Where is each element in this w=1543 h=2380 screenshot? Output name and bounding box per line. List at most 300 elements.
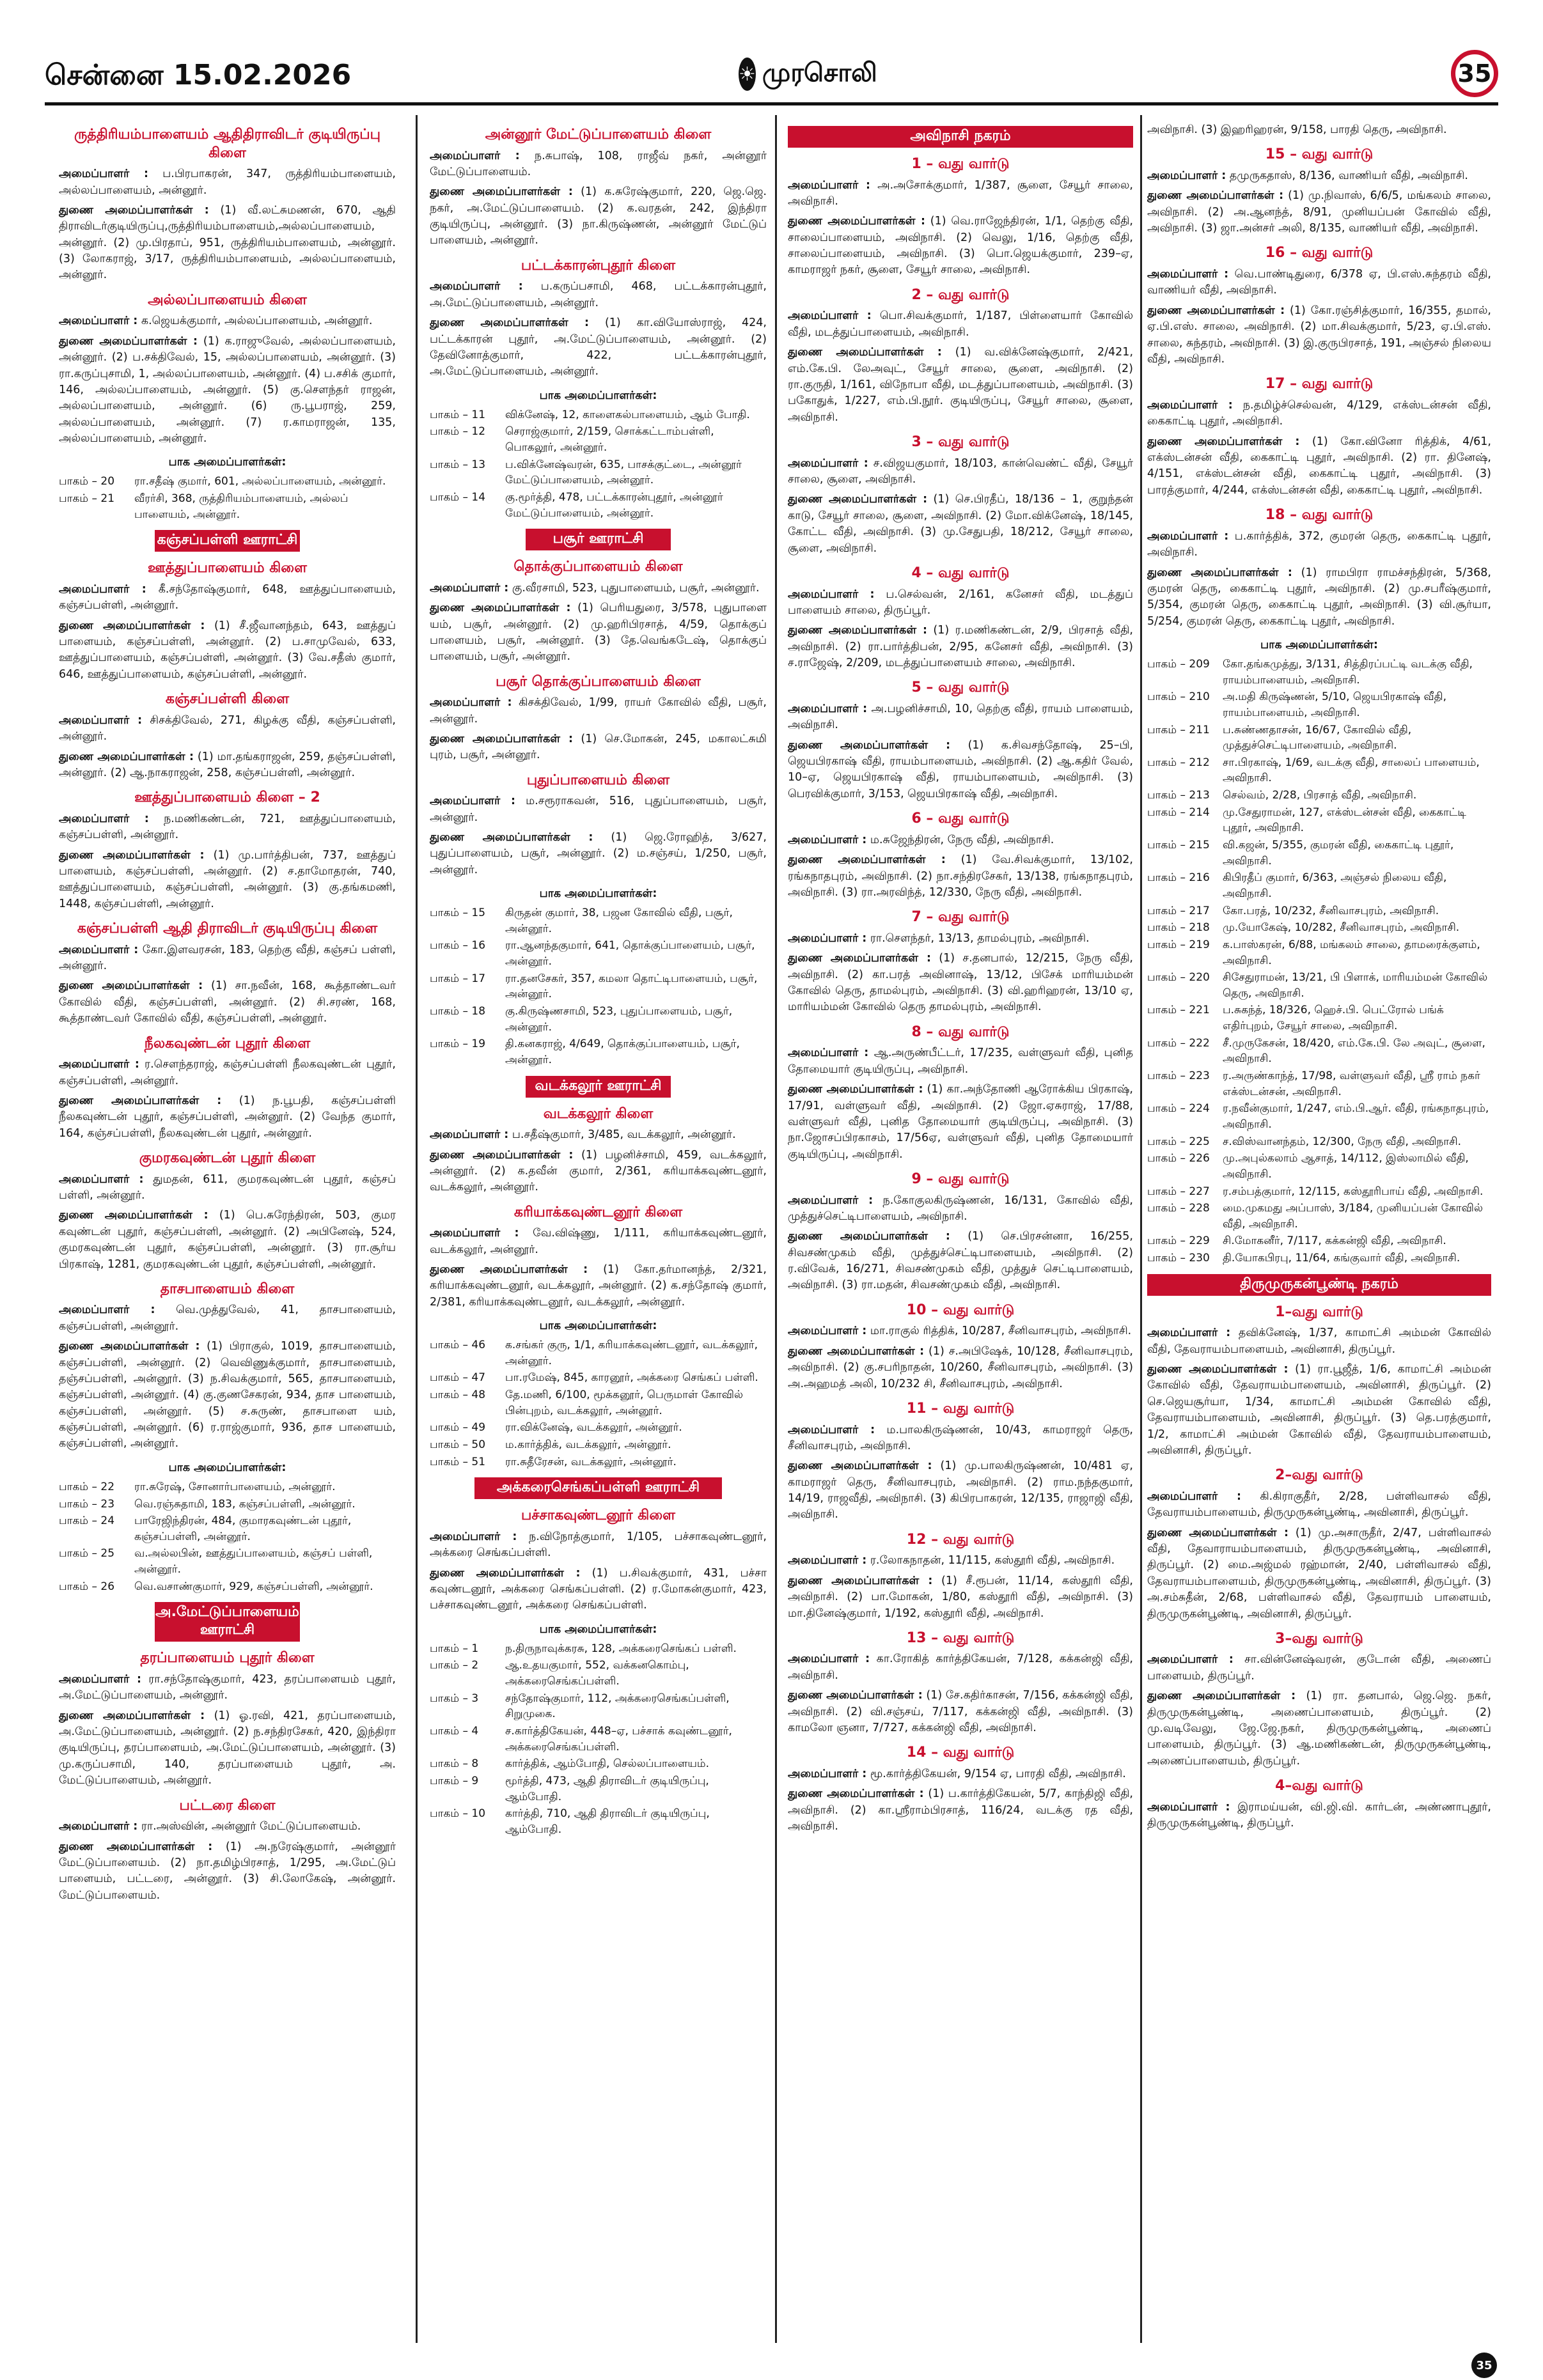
ward-title: 2–வது வார்டு	[1275, 1467, 1363, 1484]
deputy-label: துணை அமைப்பாளர்கள் :	[59, 619, 205, 632]
ward-title: 16 – வது வார்டு	[1265, 245, 1374, 261]
organiser-text: அ.பழனிச்சாமி, 10, தெற்கு வீதி, ராயம் பாளையம், அவிநாசி.	[788, 702, 1133, 732]
part-row	[1147, 1002, 1491, 1034]
ward-title: 18 – வது வார்டு	[1265, 507, 1374, 524]
part-text: ரா.விக்னேஷ், வடக்கலூர், அன்னூர்.	[505, 1421, 682, 1435]
part-number: பாகம் – 20	[59, 475, 115, 488]
branch-title: தாசபாளையம் கிளை	[160, 1280, 295, 1297]
part-row	[1147, 870, 1491, 901]
part-number: பாகம் – 216	[1147, 871, 1210, 885]
organiser-entry	[788, 178, 1133, 210]
organiser-label: அமைப்பாளர் :	[1147, 1326, 1231, 1340]
panchayat-band: அக்கரைசெங்கப்பள்ளி ஊராட்சி	[474, 1477, 722, 1499]
organiser-entry	[59, 1302, 396, 1335]
organiser-entry	[788, 1045, 1133, 1078]
organiser-text: ஆ.அருண்பீட்டர், 17/235, வள்ளுவர் வீதி, புனித தோமையார் குடியிருப்பு, அவிநாசி.	[788, 1046, 1133, 1076]
organiser-entry	[788, 456, 1133, 488]
deputy-label: துணை அமைப்பாளர்கள் :	[1147, 189, 1284, 203]
part-text: கு.மூர்த்தி, 478, பட்டக்காரன்புதூர், அன்னூர் மேட்டுப்பாளையம், அன்னூர்.	[505, 490, 723, 520]
part-number: பாகம் – 10	[430, 1807, 486, 1821]
deputy-label: துணை அமைப்பாளர்கள் :	[430, 1566, 581, 1580]
part-row	[430, 1691, 767, 1722]
deputy-label: துணை அமைப்பாளர்கள் :	[1147, 566, 1292, 579]
part-organisers-heading: பாக அமைப்பாளர்கள்:	[539, 1622, 657, 1636]
organiser-text: ர.லோகநாதன், 11/115, கஸ்தூரி வீதி, அவிநாசி.	[870, 1554, 1115, 1567]
organiser-entry	[59, 811, 396, 844]
branch-title: புதுப்பாளையம் கிளை	[526, 772, 670, 788]
part-number: பாகம் – 50	[430, 1438, 486, 1452]
organiser-entry	[59, 313, 396, 329]
deputy-entry	[1147, 565, 1491, 630]
deputy-text: (1) க.ராஜுவேல், அல்லப்பாளையம், அன்னூர். (2) ப.சக்திவேல், 15, அல்லப்பாளையம், அன்னூர். (3) ரா.கருப்புசாமி, 1, அல்லப்பாளையம், அன்னூர். (4) ப.சசிக் குமார், 146, அல்லப்பாளையம், அன்னூர். (5) கு.சௌந்தர் ராஜன், அல்லப்பாளையம், அன்னூர். (6) ரு.பூபராஜ், 259, அல்லப்பாளையம், அன்னூர். (7) ர.காமராஜன், 135, அல்லப்பாளையம், அன்னூர்.	[59, 334, 396, 446]
organiser-entry	[1147, 168, 1491, 184]
newspaper-name: முரசொலி	[762, 58, 877, 88]
part-number: பாகம் – 23	[59, 1497, 115, 1511]
branch-title: ஊத்துப்பாளையம் கிளை – 2	[134, 789, 320, 806]
footer-page-number: 35	[1471, 2353, 1497, 2378]
deputy-label: துணை அமைப்பாளர்கள் :	[1147, 435, 1300, 448]
deputy-entry	[788, 1688, 1133, 1736]
part-text: தி.கனகராஜ், 4/649, தொக்குப்பாளையம், பசூர், அன்னூர்.	[505, 1038, 740, 1066]
part-number: பாகம் – 211	[1147, 723, 1210, 736]
organiser-label: அமைப்பாளர் :	[1147, 1800, 1230, 1814]
deputy-text: (1) மு.அசாருதீர், 2/47, பள்ளிவாசல் வீதி, தேவாராயம்பாளையம், திருமுருகன்பூண்டி, அவினாசி, திருப்பூர். (2) மை.அஜ்மல் ரஹ்மான், 2/40, பள்ளிவாசல் வீதி, தேவராயம்பாளையம், திருமுருகன்பூண்டி, அவினாசி, திருப்பூர். (3) அ.சம்சுதீன், 2/68, பள்ளிவாசல் வீதி, தேவராயம் பாளையம், திருமுருகன்பூண்டி, அவினாசி, திருப்பூர்.	[1147, 1526, 1491, 1621]
ward-title: 1–வது வார்டு	[1275, 1303, 1363, 1320]
organiser-entry	[59, 1819, 396, 1835]
part-row	[1147, 1036, 1491, 1067]
deputy-label: துணை அமைப்பாளர்கள் :	[430, 1148, 574, 1162]
organiser-label: அமைப்பாளர் :	[59, 167, 148, 181]
organiser-text: வெ.முத்துவேல், 41, தாசபாளையம், கஞ்சப்பள்ளி, அன்னூர்.	[59, 1303, 396, 1333]
organiser-entry	[1147, 398, 1491, 430]
branch-title: கரியாக்கவுண்டனூர் கிளை	[513, 1204, 683, 1220]
deputy-label: துணை அமைப்பாளர்கள் :	[430, 1263, 588, 1277]
deputy-text: (1) சா.நவீன், 168, கூத்தாண்டவர் கோவில் வீதி, கஞ்சப்பள்ளி, அன்னூர். (2) சி.சரண், 168, கூத்தாண்டவர் கோவில் வீதி, கஞ்சப்பள்ளி, அன்னூர்.	[59, 979, 396, 1025]
deputy-text: (1) மா.தங்கராஜன், 259, தஞ்சப்பள்ளி, அன்னூர். (2) ஆ.நாகராஜன், 258, கஞ்சப்பள்ளி, அன்னூர்.	[59, 750, 396, 779]
part-number: பாகம் – 48	[430, 1388, 486, 1402]
part-row	[430, 1004, 767, 1035]
branch-title: நீலகவுண்டன் புதூர் கிளை	[144, 1035, 311, 1052]
organiser-entry	[59, 166, 396, 199]
deputy-entry	[788, 951, 1133, 1016]
deputy-label: துணை அமைப்பாளர்கள் :	[430, 316, 590, 330]
ward-title: 4–வது வார்டு	[1275, 1778, 1363, 1794]
part-text: மு.சேதுராமன், 127, எக்ஸ்டன்சன் வீதி, கைகாட்டி புதூர், அவிநாசி.	[1223, 805, 1466, 835]
organiser-entry	[430, 580, 767, 596]
deputy-text: (1) ப.கார்த்திகேயன், 5/7, காந்திஜி வீதி, அவிநாசி. (2) கா.ஸ்ரீராம்பிரசாத், 116/24, வடக்கு ரத வீதி, அவிநாசி.	[788, 1787, 1133, 1833]
organiser-label: அமைப்பாளர் :	[430, 696, 512, 710]
part-row	[430, 1454, 767, 1470]
part-text: ரா.சுதீரேசன், வடக்கலூர், அன்னூர்.	[505, 1455, 677, 1468]
deputy-entry	[788, 1344, 1133, 1392]
part-text: சந்தோஷ்குமார், 112, அக்கரைசெங்கப்பள்ளி, சிறுமுகை.	[505, 1692, 730, 1721]
deputy-label: துணை அமைப்பாளர்கள் :	[788, 853, 946, 867]
deputy-label: துணை அமைப்பாளர்கள் :	[788, 1344, 925, 1358]
part-number: பாகம் – 13	[430, 458, 486, 471]
part-row	[1147, 903, 1491, 919]
organiser-text: வெ.பாண்டிதுரை, 6/378 ஏ, பி.எஸ்.சுந்தரம் வீதி, வாணியர் வீதி, அவிநாசி.	[1147, 268, 1491, 297]
ward-title: 11 – வது வார்டு	[906, 1400, 1015, 1417]
part-row	[430, 424, 767, 455]
column-1	[59, 118, 396, 2340]
deputy-label: துணை அமைப்பாளர்கள் :	[788, 346, 942, 359]
deputy-text: (1) சீ.ரூபன், 11/14, கஸ்தூரி வீதி, அவிநாசி. (2) பா.மோகன், 1/80, கஸ்தூரி வீதி, அவிநாசி. (3) மா.தினேஷ்குமார், 1/192, கஸ்தூரி வீதி, அவிநாசி.	[788, 1574, 1133, 1620]
deputy-text: (1) ஓ.ரவி, 421, தரப்பாளையம், அ.மேட்டுப்பாளையம், அன்னூர். (2) ந.சந்திரசேகர், 420, இந்திரா குடியிருப்பு, தரப்பாளையம், அ.மேட்டுப்பாளையம், அன்னூர். (3) மு.கருப்பசாமி, 140, தரப்பாளையம் புதூர், அ. மேட்டுப்பாளையம், அன்னூர்.	[59, 1709, 396, 1787]
part-number: பாகம் – 209	[1147, 658, 1210, 671]
part-row	[59, 1513, 396, 1544]
part-row	[1147, 755, 1491, 786]
organiser-text: இராமய்யன், வி.ஜி.வி. கார்டன், அண்ணாபுதூர், திருமுருகன்பூண்டி, திருப்பூர்.	[1147, 1800, 1491, 1830]
part-text: வெ.வசாண்குமார், 929, கஞ்சப்பள்ளி, அன்னூர்.	[134, 1580, 373, 1593]
part-row	[1147, 937, 1491, 968]
deputy-text: (1) ந.பூபதி, கஞ்சப்பள்ளி நீலகவுண்டன் புதூர், கஞ்சப்பள்ளி, அன்னூர். (2) வேந்த குமார், 164, கஞ்சப்பள்ளி, நீலகவுண்டன் புதூர், அன்னூர்.	[59, 1094, 396, 1140]
deputy-label: துணை அமைப்பாளர்கள் :	[59, 1709, 205, 1722]
organiser-text: க.ஜெயக்குமார், அல்லப்பாளையம், அன்னூர்.	[141, 315, 373, 328]
branch-title: பச்சாகவுண்டனூர் கிளை	[521, 1507, 676, 1524]
part-text: மூர்த்தி, 473, ஆதி திராவிடர் குடியிருப்பு, ஆம்போதி.	[505, 1774, 709, 1803]
deputy-entry	[788, 1458, 1133, 1523]
organiser-text: ம.சுஜேந்திரன், நேரு வீதி, அவிநாசி.	[870, 833, 1054, 846]
deputy-label: துணை அமைப்பாளர்கள் :	[59, 750, 194, 763]
panchayat-band: பசூர் ஊராட்சி	[526, 529, 671, 550]
continued-text: அவிநாசி. (3) இஹரிஹரன், 9/158, பாரதி தெரு, அவிநாசி.	[1147, 123, 1447, 136]
organiser-text: கா.ரோகித் கார்த்திகேயன், 7/128, கக்கன்ஜி வீதி, அவிநாசி.	[788, 1653, 1133, 1682]
part-row	[430, 457, 767, 488]
deputy-label: துணை அமைப்பாளர்கள் :	[59, 1094, 222, 1107]
part-number: பாகம் – 17	[430, 972, 486, 985]
town-band: திருமுருகன்பூண்டி நகரம்	[1147, 1274, 1491, 1296]
deputy-text: (1) க.சிவசந்தோஷ், 25–பி, ஜெயபிரகாஷ் வீதி, ராயம்பாளையம், அவிநாசி. (2) ஆ.கதிர் வேல், 10–ஏ, ஜெயபிரகாஷ் வீதி, ராயம்பாளையம், அவிநாசி. (3) பெரவிக்குமார், 3/153, ஜெயபிரகாஷ் வீதி, அவிநாசி.	[788, 738, 1133, 800]
organiser-text: தவிக்னேஷ், 1/37, காமாட்சி அம்மன் கோவில் வீதி, தேவராயம்பாளையம், அவினாசி, திருப்பூர்.	[1147, 1326, 1491, 1356]
part-row	[59, 1579, 396, 1595]
part-row	[1147, 837, 1491, 869]
deputy-label: துணை அமைப்பாளர்கள் :	[788, 1230, 950, 1243]
deputy-label: துணை அமைப்பாளர்கள் :	[59, 203, 209, 217]
deputy-text: (1) வ.விக்னேஷ்குமார், 2/421, எம்.கே.பி. லேஅவுட், சேயூர் சாலை, சூளை, அவிநாசி. (2) ரா.குருதி, 1/161, விநோபா வீதி, மடத்துப்பாளையம், அவிநாசி. (3) பகோதுக், 1/227, எம்.பி.நூர். குடியிருப்பு, சேயூர் சாலை, சூளை, அவிநாசி.	[788, 346, 1133, 424]
part-number: பாகம் – 220	[1147, 971, 1210, 984]
deputy-entry	[430, 1147, 767, 1196]
part-number: பாகம் – 12	[430, 425, 486, 439]
organiser-entry	[788, 1323, 1133, 1339]
organiser-entry	[59, 582, 396, 614]
part-row	[1147, 657, 1491, 688]
organiser-label: அமைப்பாளர் :	[59, 812, 149, 825]
deputy-label: துணை அமைப்பாளர்கள் :	[430, 831, 593, 844]
part-number: பாகம் – 227	[1147, 1185, 1210, 1198]
organiser-text: ம.சரூராகவன், 516, புதுப்பாளையம், பசூர், அன்னூர்.	[430, 795, 767, 824]
organiser-label: அமைப்பாளர் :	[430, 795, 515, 808]
deputy-text: (1) செ.பிரசன்னா, 16/255, சிவசண்முகம் வீதி, முத்துச்செட்டிபாளையம், அவிநாசி. (2) ர.விவேக், 16/271, சிவசண்முகம் வீதி, முத்துச் செட்டிபாளையம், அவிநாசி. (3) ரா.மதன், சிவசண்முகம் வீதி, அவிநாசி.	[788, 1230, 1133, 1292]
part-text: ரா.ஆனந்தகுமார், 641, தொக்குப்பாளையம், பசூர், அன்னூர்.	[505, 939, 755, 968]
part-number: பாகம் – 25	[59, 1547, 115, 1560]
branch-title: பசூர் தொக்குப்பாளையம் கிளை	[496, 673, 701, 690]
part-number: பாகம் – 26	[59, 1580, 115, 1593]
part-text: பா.ரமேஷ், 845, காரனூர், அக்கரை செங்கப் பள்ளி.	[505, 1371, 758, 1385]
organiser-label: அமைப்பாளர் :	[430, 581, 509, 595]
column-3	[788, 118, 1133, 2340]
part-text: வீரர்சி, 368, ருத்திரியம்பாளையம், அல்லப் பாளையம், அன்னூர்.	[134, 492, 349, 521]
deputy-entry	[788, 852, 1133, 901]
part-row	[1147, 1134, 1491, 1150]
part-text: சிசேதுராமன், 13/21, பி பிளாக், மாரியம்மன் கோவில் தெரு, அவிநாசி.	[1223, 971, 1488, 1000]
organiser-text: ந.சுபாஷ், 108, ராஜீவ் நகர், அன்னூர் மேட்டுப்பாளையம்.	[430, 149, 767, 178]
part-row	[1147, 1101, 1491, 1132]
organiser-entry	[430, 279, 767, 311]
organiser-entry	[1147, 1652, 1491, 1684]
deputy-label: துணை அமைப்பாளர்கள் :	[59, 1209, 208, 1222]
part-text: ப.சுகந்த், 18/326, ஹெச்.பி. பெட்ரோல் பங்க் எதிர்புறம், சேயூர் சாலை, அவிநாசி.	[1223, 1004, 1444, 1033]
part-number: பாகம் – 213	[1147, 789, 1210, 802]
part-number: பாகம் – 210	[1147, 690, 1210, 704]
part-text: ரா.சுரேஷ், சோனார்பாளையம், அன்னூர்.	[134, 1480, 336, 1493]
deputy-entry	[430, 184, 767, 249]
organiser-label: அமைப்பாளர் :	[788, 178, 870, 192]
part-text: ரா.சதீஷ் குமார், 601, அல்லப்பாளையம், அன்னூர்.	[134, 475, 386, 488]
part-number: பாகம் – 229	[1147, 1234, 1210, 1248]
part-text: மு.யோகேஷ், 10/282, சீனிவாசபுரம், அவிநாசி.	[1223, 921, 1460, 935]
part-text: விக்னேஷ், 12, காளைகல்பாளையம், ஆம் போதி.	[505, 408, 750, 421]
deputy-label: துணை அமைப்பாளர்கள் :	[59, 334, 198, 348]
organiser-entry	[59, 713, 396, 745]
deputy-text: (1) ரா. தனபால், ஜெ.ஜெ. நகர், திருமுருகன்பூண்டி, அணைப்பாளையம், திருப்பூர். (2) மு.வடிவேலு, ஜே.ஜே.நகர், திருமுருகன்பூண்டி, அணைப் பாளையம், திருப்பூர். (3) ஆ.மணிகண்டன், திருமுருகன்பூண்டி, அணைப்பாளையம், திருப்பூர்.	[1147, 1690, 1491, 1768]
organiser-text: கிசக்திவேல், 1/99, ராயர் கோவில் வீதி, பசூர், அன்னூர்.	[430, 696, 767, 726]
organiser-label: அமைப்பாளர் :	[430, 1530, 517, 1543]
deputy-entry	[430, 315, 767, 380]
organiser-entry	[1147, 1800, 1491, 1832]
panchayat-band: கஞ்சப்பள்ளி ஊராட்சி	[155, 530, 300, 552]
deputy-text: (1) ச.தனபால், 12/215, நேரு வீதி, அவிநாசி. (2) கா.பரத் அவினாஷ், 13/12, பிசேக் மாரியம்மன் கோவில் தெரு, தாமல்புரம், அவிநாசி. (3) வி.ஹரிஹரன், 13/10 ஏ, மாரியம்மன் கோவில் தெரு தாமல்புரம், அவிநாசி.	[788, 952, 1133, 1014]
part-text: கிபிரதீப் குமார், 6/363, அஞ்சல் நிலைய வீதி, அவிநாசி.	[1223, 871, 1447, 900]
deputy-label: துணை அமைப்பாளர்கள் :	[788, 1787, 924, 1801]
part-text: வி.கஜன், 5/355, குமரன் வீதி, கைகாட்டி புதூர், அவிநாசி.	[1223, 839, 1454, 867]
part-number: பாகம் – 225	[1147, 1135, 1210, 1148]
organiser-entry	[1147, 1325, 1491, 1358]
part-text: கு.கிருஷ்ணசாமி, 523, புதுப்பாளையம், பசூர், அன்னூர்.	[505, 1005, 733, 1034]
organiser-text: பொ.சிவக்குமார், 1/187, பிள்ளையார் கோவில் வீதி, மடத்துப்பாளையம், அவிநாசி.	[788, 309, 1133, 339]
page-number-badge: 35	[1451, 50, 1498, 97]
organiser-entry	[430, 1529, 767, 1562]
deputy-text: (1) கா.அந்தோணி ஆரோக்கிய பிரகாஷ், 17/91, வள்ளுவர் வீதி, அவிநாசி. (2) ஜோ.ஏசுராஜ், 17/88, வள்ளுவர் வீதி, புனித தோமையார் குடியிருப்பு, அவிநாசி. (3) நா.ஜோசப்பிரகாசம், 17/56ஏ, வள்ளுவர் வீதி, புனித தோமையார் குடியிருப்பு, அவிநாசி.	[788, 1083, 1133, 1161]
ward-title: 4 – வது வார்டு	[911, 564, 1010, 581]
part-row	[430, 1723, 767, 1755]
deputy-entry	[788, 1082, 1133, 1163]
part-row	[59, 1497, 396, 1513]
part-row	[1147, 689, 1491, 720]
organiser-text: ப.சதீஷ்குமார், 3/485, வடக்கலூர், அன்னூர்.	[512, 1128, 736, 1142]
part-text: ர.அருண்காந்த், 17/98, வள்ளுவர் வீதி, ஸ்ரீ ராம் நகர் எக்ஸ்டன்சன், அவிநாசி.	[1223, 1069, 1480, 1098]
part-text: ப.சுண்ணதாசன், 16/67, கோவில் வீதி, முத்துச்செட்டிபாளையம், அவிநாசி.	[1223, 723, 1412, 752]
part-text: கோ.தங்கமுத்து, 3/131, சித்திரப்பட்டி வடக்கு வீதி, ராயம்பாளையம், அவிநாசி.	[1223, 658, 1473, 687]
part-organisers-heading: பாக அமைப்பாளர்கள்:	[168, 456, 286, 469]
organiser-entry	[430, 695, 767, 727]
part-number: பாகம் – 226	[1147, 1152, 1210, 1165]
organiser-label: அமைப்பாளர் :	[1147, 169, 1226, 182]
part-row	[1147, 1250, 1491, 1266]
organiser-text: ந.தமிழ்ச்செல்வன், 4/129, எக்ஸ்டன்சன் வீதி, கைகாட்டி புதூர், அவிநாசி.	[1147, 398, 1491, 428]
column-2	[430, 118, 767, 2340]
organiser-label: அமைப்பாளர் :	[788, 1767, 867, 1780]
part-text: ர.சம்பத்குமார், 12/115, கஸ்தூரிபாய் வீதி, அவிநாசி.	[1223, 1185, 1484, 1198]
organiser-label: அமைப்பாளர் :	[59, 1820, 138, 1833]
deputy-text: (1) கோ.தர்மானந்த், 2/321, கரியாக்கவுண்டனூர், வடக்கலூர், அன்னூர். (2) க.சந்தோஷ் குமார், 2/381, கரியாக்கவுண்டனூர், வடக்கலூர், அன்னூர்.	[430, 1263, 767, 1309]
deputy-text: (1) பிராகுல், 1019, தாசபாளையம், கஞ்சப்பள்ளி, அன்னூர். (2) வெவிணுக்குமார், தாசபாளையம், தஞ்சப்பள்ளி, அன்னூர். (3) ந.சிவக்குமார், 565, தாசபாளையம், கஞ்சப்பள்ளி, அன்னூர். (4) கு.குணசேகரன், 934, தாச பாளையம், கஞ்சப்பள்ளி, அன்னூர். (5) ச.சுருண், தாசபாளை யம், கஞ்சப்பள்ளி, அன்னூர். (6) ர.ராஜ்குமார், 936, தாச பாளையம், கஞ்சப்பள்ளி, அன்னூர்.	[59, 1340, 396, 1451]
column-divider	[775, 115, 777, 2343]
part-row	[430, 1387, 767, 1419]
deputy-entry	[59, 1839, 396, 1904]
deputy-text: (1) ச.அபிஷேக், 10/128, சீனிவாசபுரம், அவிநாசி. (2) கு.சபரிநாதன், 10/260, சீனிவாசபுரம், அவிநாசி. (3) அ.அஹமத் அலி, 10/232 சி, சீனிவாசபுரம், அவிநாசி.	[788, 1344, 1133, 1390]
deputy-text: (1) சே.கதிர்காசன், 7/156, கக்கன்ஜி வீதி, அவிநாசி. (2) வி.சஞ்சய், 7/117, கக்கன்ஜி வீதி, அவிநாசி. (3) காமலோ ஞனா, 7/727, கக்கன்ஜி வீதி, அவிநாசி.	[788, 1689, 1133, 1734]
ward-title: 7 – வது வார்டு	[911, 909, 1010, 926]
deputy-label: துணை அமைப்பாளர்கள் :	[788, 738, 951, 752]
organiser-entry	[788, 1422, 1133, 1455]
organiser-entry	[788, 587, 1133, 619]
organiser-label: அமைப்பாளர் :	[788, 1554, 867, 1567]
organiser-label: அமைப்பாளர் :	[1147, 1489, 1242, 1503]
town-band: அவிநாசி நகரம்	[788, 126, 1133, 148]
organiser-label: அமைப்பாளர் :	[1147, 398, 1233, 412]
part-number: பாகம் – 14	[430, 490, 486, 504]
organiser-label: அமைப்பாளர் :	[430, 1227, 519, 1240]
deputy-text: (1) வீ.லட்சுமணன், 670, ஆதி திராவிடர்குடியிருப்பு,ருத்திரியம்பாளையம்,அல்லப்பாளையம், அன்னூர். (2) மு.பிரதாப், 951, ருத்திரியம்பாளையம், அன்னூர். (3) லோகராஜ், 3/17, ருத்திரியம்பாளையம், அல்லப்பாளையம், அன்னூர்.	[59, 203, 396, 282]
deputy-text: (1) பெ.சுரேந்திரன், 503, குமர கவுண்டன் புதூர், கஞ்சப்பள்ளி, அன்னூர். (2) அபினேஷ், 524, குமரகவுண்டன் புதூர், கஞ்சப்பள்ளி, அன்னூர். (3) ரா.சூர்ய பிரகாஷ், 1281, குமரகவுண்டன் புதூர், கஞ்சப்பள்ளி, அன்னூர்.	[59, 1209, 396, 1271]
part-text: கிருதன் குமார், 38, பஜன கோவில் வீதி, பசூர், அன்னூர்.	[505, 906, 733, 935]
deputy-text: (1) செ.மோகன், 245, மகாலட்சுமி புரம், பசூர், அன்னூர்.	[430, 732, 767, 762]
organiser-label: அமைப்பாளர் :	[59, 1672, 142, 1686]
organiser-label: அமைப்பாளர் :	[788, 833, 867, 846]
ward-title: 3 – வது வார்டு	[911, 434, 1010, 451]
part-row	[1147, 805, 1491, 836]
part-text: சீ.முருகேசன், 18/420, எம்.கே.பி. லே அவுட், சூளை, அவிநாசி.	[1223, 1036, 1485, 1066]
deputy-text: (1) வே.சிவக்குமார், 13/102, ரங்கநாதபுரம், அவிநாசி. (2) நா.சந்திரசேகர், 13/138, ரங்கநாதபுரம், அவிநாசி. (3) ரா.அரவிந்த், 12/330, நேரு வீதி, அவிநாசி.	[788, 853, 1133, 899]
part-row	[430, 1337, 767, 1369]
organiser-entry	[1147, 529, 1491, 561]
organiser-text: ந.கோகுலகிருஷ்ணன், 16/131, கோவில் வீதி, முத்துச்செட்டிபாளையம், அவிநாசி.	[788, 1194, 1133, 1223]
organiser-label: அமைப்பாளர் :	[59, 713, 143, 727]
part-number: பாகம் – 46	[430, 1339, 486, 1352]
organiser-text: கி.கிராகுதீர், 2/28, பள்ளிவாசல் வீதி, தேவராயம்பாளையம், திருமுருகன்பூண்டி, அவினாசி, திருப்பூர்.	[1147, 1489, 1491, 1520]
part-number: பாகம் – 18	[430, 1005, 486, 1018]
deputy-label: துணை அமைப்பாளர்கள் :	[1147, 1690, 1296, 1703]
deputy-label: துணை அமைப்பாளர்கள் :	[788, 215, 925, 228]
part-row	[430, 1658, 767, 1689]
part-text: கோ.பரத், 10/232, சீனிவாசபுரம், அவிநாசி.	[1223, 904, 1439, 917]
part-organisers-heading: பாக அமைப்பாளர்கள்:	[168, 1461, 286, 1474]
branch-title: பட்டரை கிளை	[179, 1797, 276, 1814]
deputy-label: துணை அமைப்பாளர்கள் :	[1147, 1526, 1288, 1539]
ward-title: 13 – வது வார்டு	[906, 1629, 1015, 1646]
deputy-text: (1) மு.பாலகிருஷ்ணன், 10/481 ஏ, காமராஜர் தெரு, சீனிவாசபுரம், அவிநாசி. (2) ராம.நந்தகுமார், 14/19, ராஜவீதி, அவிநாசி. (3) கிபிரபாகரன், 12/135, ராஜாஜி வீதி, அவிநாசி.	[788, 1459, 1133, 1521]
deputy-text: (1) ரா.பூஜீத், 1/6, காமாட்சி அம்மன் கோவில் வீதி, தேவராயம்பாளையம், அவினாசி, திருப்பூர். (2) செ.ஜெயசூர்யா, 1/34, காமாட்சி அம்மன் கோவில் வீதி, தேவராயம்பாளையம், அவினாசி, திருப்பூர். (3) தெ.பரத்குமார், 1/2, காமாட்சி அம்மன் கோவில் வீதி, தேவராயம்பாளையம், அவினாசி, திருப்பூர்.	[1147, 1363, 1491, 1457]
ward-title: 9 – வது வார்டு	[911, 1171, 1010, 1187]
deputy-entry	[59, 1708, 396, 1789]
deputy-entry	[59, 978, 396, 1027]
part-text: செல்வம், 2/28, பிரசாத் வீதி, அவிநாசி.	[1223, 789, 1417, 802]
part-row	[430, 1420, 767, 1436]
deputy-text: (1) க.சுரேஷ்குமார், 220, ஜெ.ஜெ. நகர், அ.மேட்டுப்பாளையம். (2) க.வரதன், 242, இந்திரா குடியிருப்பு, அன்னூர். (3) நா.கிருஷ்ணன், அன்னூர் மேட்டுப் பாளையம், அன்னூர்.	[430, 185, 767, 247]
deputy-entry	[430, 830, 767, 878]
deputy-entry	[59, 749, 396, 782]
part-text: அ.மதி கிருஷ்ணன், 5/10, ஜெயபிரகாஷ் வீதி, ராயம்பாளையம், அவிநாசி.	[1223, 690, 1446, 719]
deputy-label: துணை அமைப்பாளர்கள் :	[1147, 304, 1285, 317]
part-number: பாகம் – 51	[430, 1455, 486, 1468]
deputy-label: துணை அமைப்பாளர்கள் :	[430, 732, 573, 745]
deputy-entry	[788, 1786, 1133, 1835]
ward-title: 12 – வது வார்டு	[906, 1531, 1015, 1548]
organiser-entry	[788, 832, 1133, 848]
organiser-label: அமைப்பாளர் :	[788, 1046, 869, 1060]
part-number: பாகம் – 1	[430, 1642, 479, 1655]
branch-title: தொக்குப்பாளையம் கிளை	[513, 559, 683, 575]
part-number: பாகம் – 217	[1147, 904, 1210, 917]
organiser-text: துமதன், 611, குமரகவுண்டன் புதூர், கஞ்சப் பள்ளி, அன்னூர்.	[59, 1172, 396, 1202]
organiser-label: அமைப்பாளர் :	[1147, 268, 1229, 281]
part-number: பாகம் – 15	[430, 906, 486, 920]
branch-title: குமரகவுண்டன் புதூர் கிளை	[139, 1150, 316, 1167]
deputy-entry	[788, 738, 1133, 803]
part-number: பாகம் – 218	[1147, 921, 1210, 935]
part-number: பாகம் – 24	[59, 1514, 115, 1528]
deputy-label: துணை அமைப்பாளர்கள் :	[430, 185, 573, 199]
part-row	[430, 1641, 767, 1657]
part-row	[59, 474, 396, 490]
organiser-text: ந.மணிகண்டன், 721, ஊத்துப்பாளையம், கஞ்சப்பள்ளி, அன்னூர்.	[59, 812, 396, 842]
organiser-text: ரா.அஸ்வின், அன்னூர் மேட்டுப்பாளையம்.	[141, 1820, 361, 1833]
deputy-entry	[1147, 434, 1491, 499]
newspaper-logo	[739, 55, 877, 93]
part-number: பாகம் – 228	[1147, 1202, 1210, 1215]
organiser-text: கோ.இளவரசன், 183, தெற்கு வீதி, கஞ்சப் பள்ளி, அன்னூர்.	[59, 943, 396, 973]
deputy-entry	[788, 492, 1133, 557]
part-number: பாகம் – 224	[1147, 1102, 1210, 1116]
organiser-text: ப.பிரபாகரன், 347, ருத்திரியம்பாளையம், அல்லப்பாளையம், அன்னூர்.	[59, 167, 396, 197]
organiser-entry	[788, 1651, 1133, 1684]
organiser-label: அமைப்பாளர் :	[788, 1325, 867, 1338]
deputy-entry	[59, 618, 396, 683]
deputy-entry	[59, 1093, 396, 1142]
organiser-label: அமைப்பாளர் :	[430, 149, 520, 162]
part-text: வ.அல்லபின், ஊத்துப்பாளையம், கஞ்சப் பள்ளி, அன்னூர்.	[134, 1547, 373, 1576]
organiser-text: கு.வீரசாமி, 523, புதுபாளையம், பசூர், அன்னூர்.	[512, 581, 760, 595]
part-number: பாகம் – 19	[430, 1038, 486, 1051]
organiser-text: மா.ராகுல் ரித்திக், 10/287, சீனிவாசபுரம், அவிநாசி.	[870, 1325, 1132, 1338]
part-number: பாகம் – 8	[430, 1757, 479, 1771]
ward-title: 1 – வது வார்டு	[911, 156, 1010, 172]
organiser-label: அமைப்பாளர் :	[59, 582, 146, 596]
branch-title: ருத்திரியம்பாளையம் ஆதிதிராவிடர் குடியிருப்பு கிளை	[74, 127, 380, 161]
part-organisers-heading: பாக அமைப்பாளர்கள்:	[1260, 639, 1378, 651]
part-text: பாரேஜிந்திரன், 484, குமாரகவுண்டன் புதூர், கஞ்சப்பள்ளி, அன்னூர்.	[134, 1514, 352, 1543]
deputy-text: (1) செ.பிரதீப், 18/136 – 1, குறுந்தன் காடு, சேயூர் சாலை, சூளை, அவிநாசி. (2) மோ.விக்னேஷ், 18/145, கோட்ட வீதி, அவிநாசி. (3) மு.சேதுபதி, 18/212, சேயூர் சாலை, சூளை, அவிநாசி.	[788, 493, 1133, 555]
organiser-text: ப.கார்த்திக், 372, குமரன் தெரு, கைகாட்டி புதூர், அவிநாசி.	[1147, 529, 1491, 559]
ward-title: 10 – வது வார்டு	[906, 1302, 1015, 1318]
organiser-label: அமைப்பாளர் :	[430, 1128, 509, 1142]
ward-title: 3–வது வார்டு	[1275, 1630, 1363, 1647]
organiser-entry	[788, 1553, 1133, 1569]
deputy-entry	[59, 1208, 396, 1273]
deputy-entry	[59, 1339, 396, 1452]
part-number: பாகம் – 22	[59, 1480, 115, 1493]
organiser-label: அமைப்பாளர் :	[59, 1058, 139, 1071]
branch-title: கஞ்சப்பள்ளி ஆதி திராவிடர் குடியிருப்பு கிளை	[77, 921, 378, 937]
deputy-label: துணை அமைப்பாளர்கள் :	[788, 952, 931, 965]
branch-title: அன்னூர் மேட்டுப்பாளையம் கிளை	[485, 127, 712, 143]
deputy-text: (1) பெரியதுரை, 3/578, புதுபாளை யம், பசூர், அன்னூர். (2) மு.ஹரிபிரசாத், 4/59, தொக்குப் பாளையம், பசூர், அன்னூர். (3) தே.வெங்கடேஷ், தொக்குப் பாளையம், பசூர், அன்னூர்.	[430, 602, 767, 664]
deputy-label: துணை அமைப்பாளர்கள் :	[788, 1689, 923, 1702]
deputy-entry	[788, 1573, 1133, 1622]
branch-title: வடக்கலூர் கிளை	[543, 1105, 654, 1122]
column-4	[1147, 118, 1491, 2340]
organiser-text: ந.விநோத்குமார், 1/105, பச்சாகவுண்டனூர், அக்கரை செங்கப்பள்ளி.	[430, 1530, 767, 1560]
